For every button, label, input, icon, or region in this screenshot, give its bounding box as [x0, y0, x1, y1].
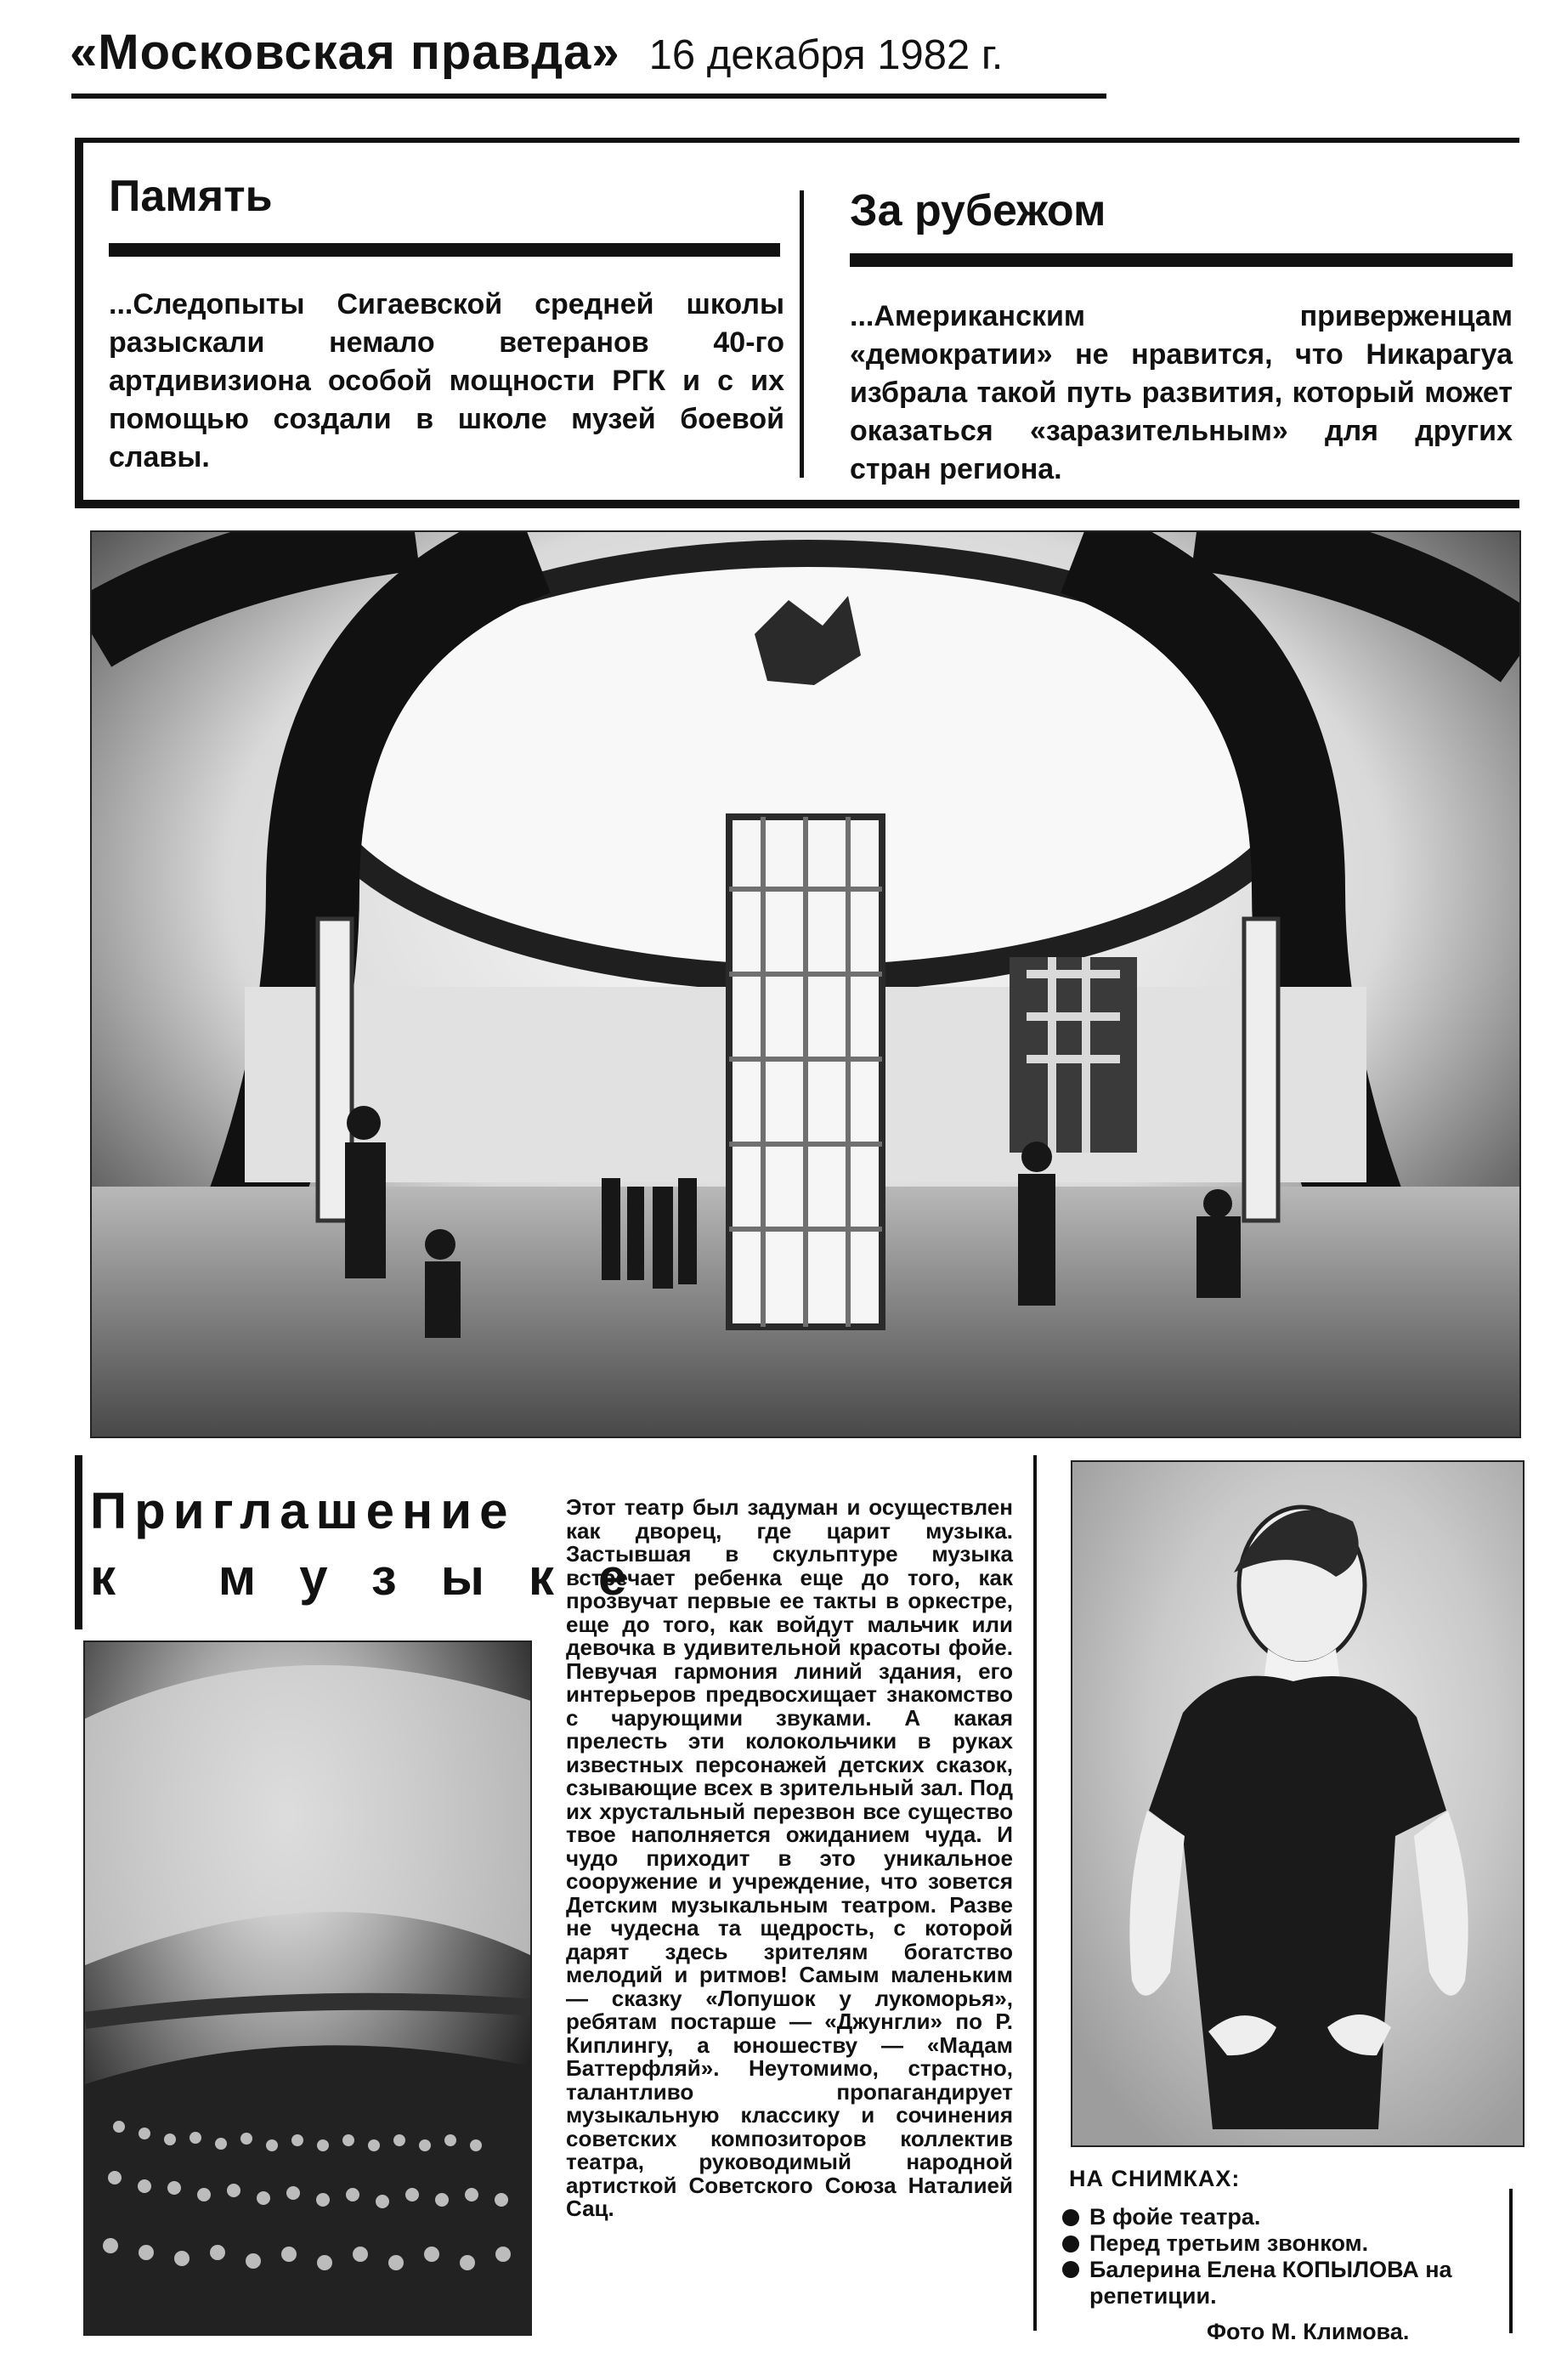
ballerina-photo — [1071, 1460, 1525, 2147]
masthead-rule — [71, 94, 1106, 99]
memory-title-bar — [109, 243, 780, 257]
foyer-photo — [90, 530, 1521, 1438]
headline-left-rule — [75, 1455, 82, 1629]
audience-hall-graphic — [85, 1642, 532, 2336]
ballerina-graphic — [1072, 1462, 1525, 2147]
caption-item-3 — [1062, 2257, 1487, 2309]
caption-item-2-text: Перед третьим звонком. — [1089, 2230, 1369, 2256]
article-body: Этот театр был задуман и осуществлен как дворец, где царит музыка. Застывшая в скульптуре музыка встречает ребенка еще до того, как прозвучат первые ее такты в оркестре, еще до того, как войдут мальчик или девочка в удивительной красоты фойе. Певучая гармония линий здания, его интерьеров предвосхищает знакомство с чарующими звуками. А какая прелесть эти колокольчики в руках известных персонажей детских сказок, сзывающие всех в зрительный зал. Под их хрустальный перезвон все существо твое наполняется ожиданием чуда. И чудо приходит в это уникальное сооружение и учреждение, что зовется Детским музыкальным театром. Разве не чудесна та щедрость, с которой дарят здесь зрителям богатство мелодий и ритмов! Самым маленьким — сказку «Лопушок у лукоморья», ребятам постарше — «Джунгли» по Р. Киплингу, а юношеству — «Мадам Баттерфляй». Неутомимо, страстно, талантливо пропагандирует музыкальную классику и сочинения советских композиторов коллектив театра, руководимый народной артисткой Советского Союза Наталией Сац. — [566, 1494, 1013, 2221]
publication-date: 16 декабря 1982 г. — [648, 32, 1004, 78]
article-headline-line-2: к музыке — [90, 1549, 671, 1606]
bullet-icon — [1062, 2209, 1079, 2226]
article-right-rule — [1033, 1455, 1037, 2331]
article-headline-line-1: Приглашение — [90, 1482, 516, 1539]
bullet-icon — [1062, 2236, 1079, 2252]
caption-item-1-text: В фойе театра. — [1089, 2204, 1261, 2230]
foyer-photo-graphic — [92, 532, 1521, 1438]
caption-item-1 — [1062, 2204, 1260, 2230]
newspaper-name: «Московская правда» — [70, 25, 620, 80]
memory-title: Память — [109, 172, 273, 221]
abroad-text: ...Американским приверженцам «демократии» не нравится, что Никарагуа избрала такой путь развития, который может оказаться «заразительным» для других стран региона. — [850, 300, 1513, 485]
memory-text: ...Следопыты Сигаевской средней школы разыскали немало ветеранов 40-го артдивизиона особой мощности РГК и с их помощью создали в школе музей боевой славы. — [109, 288, 784, 473]
caption-item-2 — [1062, 2230, 1368, 2257]
section-divider — [800, 190, 804, 478]
abroad-title-bar — [850, 253, 1513, 267]
photo-credit: Фото М. Климова. — [1207, 2319, 1410, 2344]
masthead — [70, 24, 1123, 88]
caption-item-3-text: Балерина Елена КОПЫЛОВА на репетиции. — [1089, 2257, 1452, 2309]
bullet-icon — [1062, 2261, 1079, 2278]
abroad-title: За рубежом — [850, 186, 1106, 235]
audience-hall-photo — [83, 1640, 532, 2336]
masthead-rule-end — [1113, 97, 1120, 105]
captions-title: НА СНИМКАХ: — [1069, 2166, 1241, 2191]
caption-right-rule — [1509, 2189, 1513, 2333]
